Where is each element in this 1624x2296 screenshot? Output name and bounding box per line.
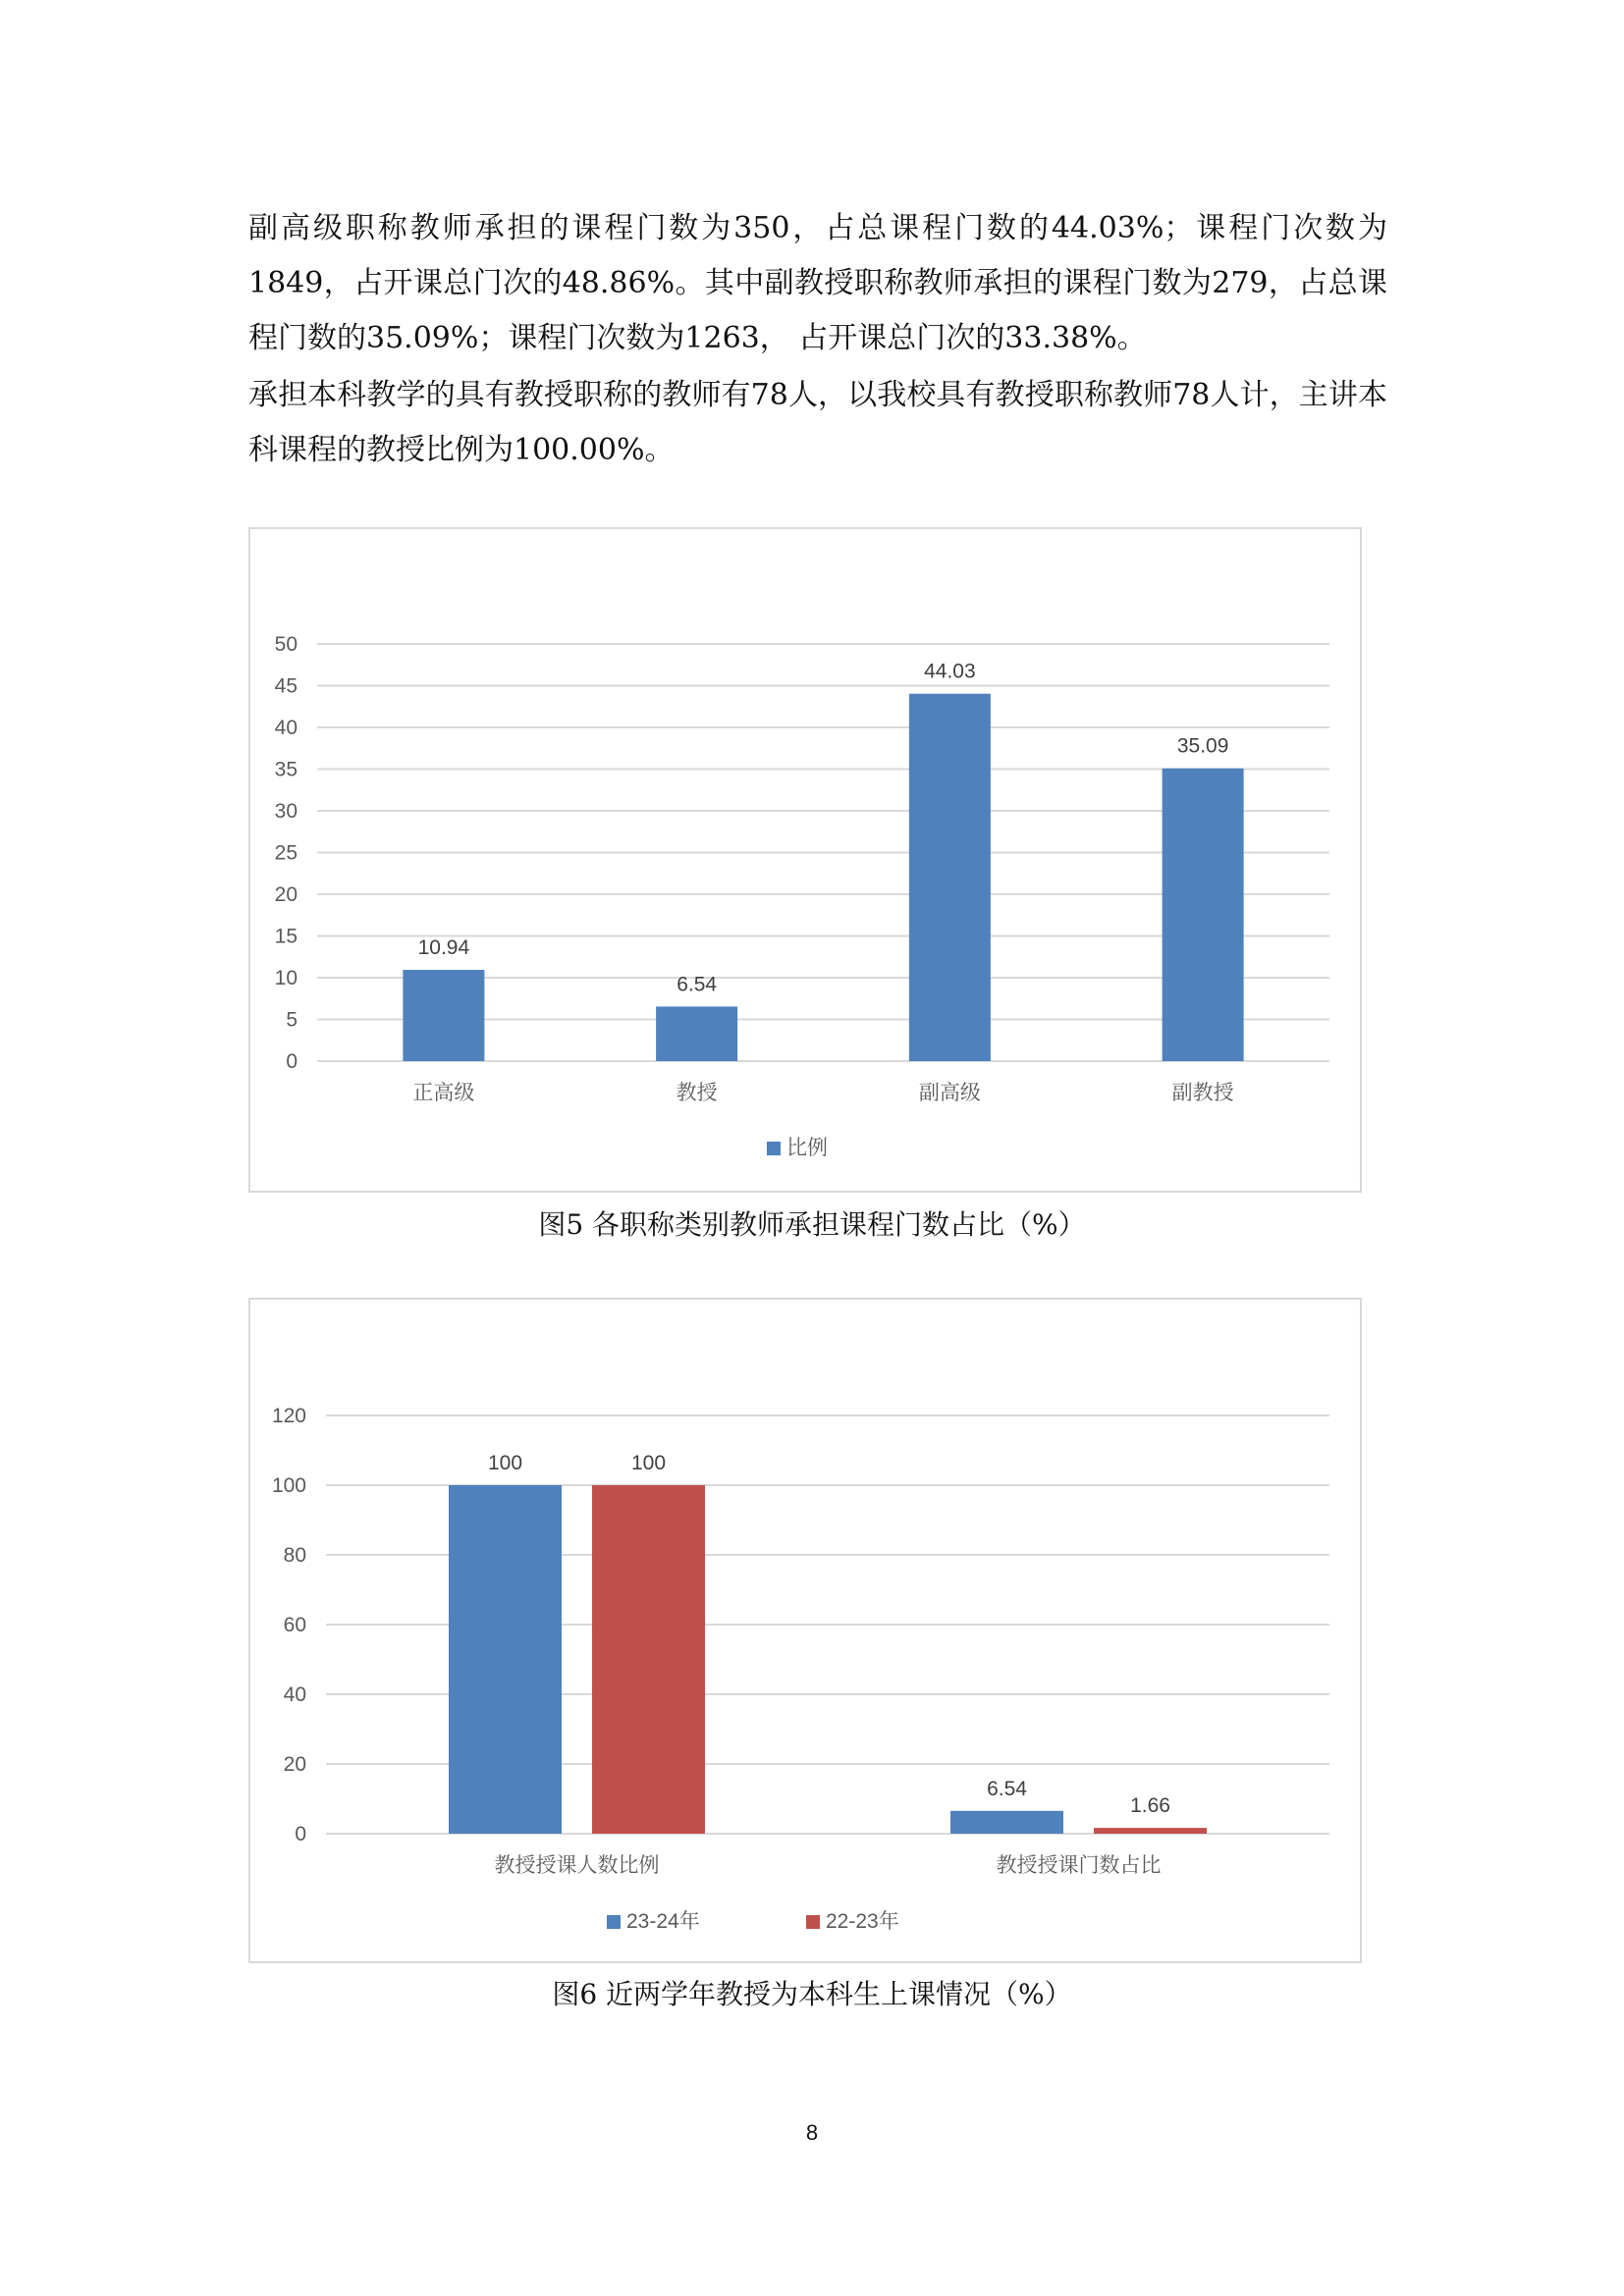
y-tick-label: 20 — [274, 883, 298, 906]
y-tick-label: 40 — [274, 717, 298, 739]
caption-fig5: 图5 各职称类别教师承担课程门数占比（%） — [538, 1208, 1086, 1241]
y-tick-label: 30 — [274, 800, 298, 823]
legend-label: 23-24年 — [626, 1910, 700, 1933]
data-label: 1.66 — [1130, 1794, 1170, 1818]
y-tick-label: 15 — [274, 925, 298, 948]
x-tick-label: 副教授 — [1171, 1082, 1234, 1104]
bar-series1 — [403, 970, 484, 1061]
y-tick-label: 35 — [274, 758, 298, 781]
y-tick-label: 60 — [283, 1614, 306, 1636]
legend-swatch — [806, 1915, 820, 1929]
paragraph-1: 副高级职称教师承担的课程门数为350，占总课程门数的44.03%；课程门次数为1849，占开课总门次的48.86%。其中副教授职称教师承担的课程门数为279，占总课程门数的35.09%；课程门次数为1263， 占开课总门次的33.38%。 — [248, 211, 1387, 355]
bar-series1 — [950, 1811, 1063, 1834]
y-tick-label: 50 — [274, 633, 298, 656]
chart-fig5 — [248, 527, 1362, 1193]
y-tick-label: 0 — [295, 1823, 306, 1845]
y-tick-label: 40 — [283, 1683, 306, 1706]
y-tick-label: 10 — [274, 967, 298, 989]
data-label: 100 — [487, 1452, 523, 1474]
bar-series1 — [909, 694, 991, 1061]
data-label: 10.94 — [417, 936, 470, 960]
y-tick-label: 0 — [286, 1050, 298, 1073]
chart-fig6-svg — [250, 1300, 1360, 1961]
x-tick-label: 正高级 — [412, 1082, 475, 1104]
data-label: 6.54 — [677, 973, 718, 996]
legend-label: 比例 — [786, 1137, 828, 1159]
data-label: 6.54 — [987, 1777, 1027, 1800]
x-tick-label: 教授 — [676, 1082, 718, 1104]
bar-series2 — [1094, 1828, 1207, 1834]
chart-fig6 — [248, 1298, 1362, 1963]
y-tick-label: 25 — [274, 841, 298, 865]
x-tick-label: 副高级 — [918, 1082, 981, 1104]
data-label: 35.09 — [1176, 734, 1229, 758]
x-tick-label: 教授授课人数比例 — [494, 1854, 660, 1877]
y-tick-label: 100 — [271, 1474, 306, 1497]
x-tick-label: 教授授课门数占比 — [996, 1854, 1162, 1877]
bar-series1 — [656, 1006, 737, 1061]
page-number: 8 — [805, 2120, 819, 2145]
caption-fig6: 图6 近两学年教授为本科生上课情况（%） — [552, 1978, 1072, 2010]
y-tick-label: 80 — [283, 1544, 306, 1567]
bar-series1 — [1163, 769, 1244, 1061]
y-tick-label: 120 — [271, 1405, 306, 1427]
bar-series2 — [592, 1485, 705, 1834]
paragraph-2: 承担本科教学的具有教授职称的教师有78人，以我校具有教授职称教师78人计，主讲本科课程的教授比例为100.00%。 — [248, 378, 1387, 467]
chart-fig5-svg — [250, 529, 1360, 1191]
data-label: 100 — [630, 1452, 667, 1474]
legend-swatch — [767, 1142, 781, 1155]
legend-label: 22-23年 — [826, 1910, 899, 1933]
bar-series1 — [449, 1485, 562, 1834]
y-tick-label: 45 — [274, 674, 298, 698]
y-tick-label: 5 — [286, 1008, 298, 1032]
legend-swatch — [607, 1915, 621, 1929]
data-label: 44.03 — [924, 660, 976, 683]
y-tick-label: 20 — [283, 1753, 306, 1776]
